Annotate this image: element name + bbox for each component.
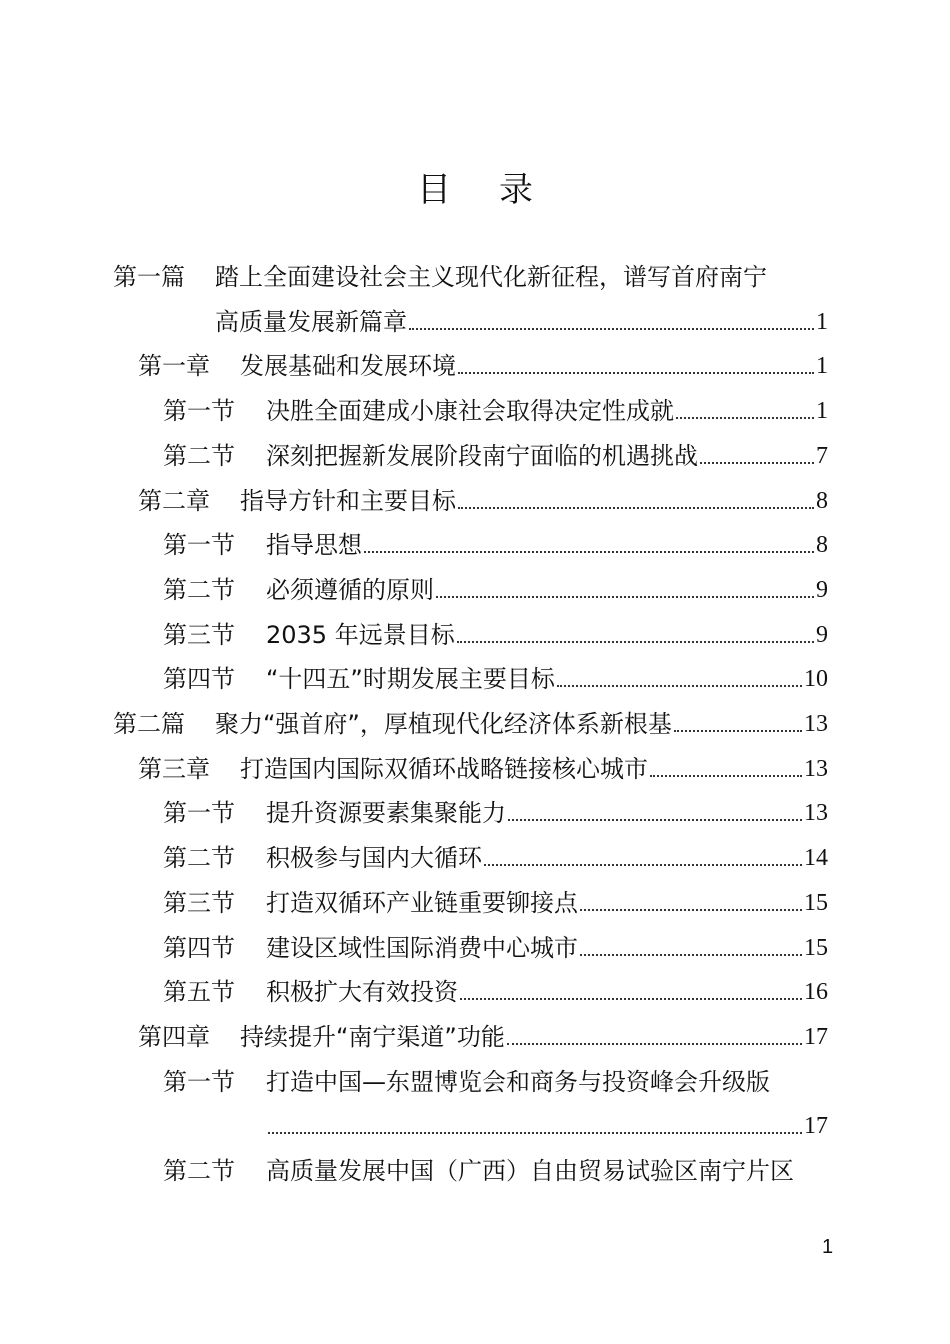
dot-leader — [409, 328, 814, 330]
dot-leader — [508, 819, 802, 821]
toc-entry[interactable] — [163, 618, 828, 652]
entry-page: 1 — [816, 308, 828, 335]
toc-title: 目 录 — [417, 170, 533, 210]
entry-title: 发展基础和发展环境 — [240, 352, 456, 381]
dot-leader — [460, 998, 802, 1000]
dot-leader — [674, 730, 802, 732]
dot-leader — [700, 462, 814, 464]
entry-label: 第一节 — [163, 531, 235, 560]
entry-title: 指导思想 — [266, 531, 362, 560]
entry-label: 第二章 — [138, 486, 210, 515]
dot-leader — [484, 864, 802, 866]
dot-leader — [507, 1043, 802, 1045]
entry-label: 第二节 — [163, 844, 235, 873]
entry-title: 打造双循环产业链重要铆接点 — [266, 888, 578, 917]
entry-label: 第二节 — [163, 1157, 235, 1185]
entry-label: 第三节 — [163, 620, 235, 649]
entry-label: 第四节 — [163, 665, 235, 694]
entry-page: 9 — [816, 576, 828, 603]
entry-label: 第四节 — [163, 933, 235, 962]
dot-leader — [676, 417, 814, 419]
entry-page: 17 — [804, 1023, 828, 1050]
entry-label: 第一节 — [163, 799, 235, 828]
entry-label: 第三节 — [163, 888, 235, 917]
entry-label: 第二节 — [163, 441, 235, 470]
toc-entry[interactable] — [163, 662, 828, 696]
entry-title: 决胜全面建成小康社会取得决定性成就 — [266, 397, 674, 426]
entry-label: 第一篇 — [113, 263, 185, 291]
entry-title: 必须遵循的原则 — [266, 575, 434, 604]
dot-leader — [436, 596, 814, 598]
entry-page: 14 — [804, 845, 828, 872]
entry-label: 第一节 — [163, 397, 235, 426]
entry-page: 8 — [816, 487, 828, 514]
entry-title: 2035 年远景目标 — [266, 620, 455, 649]
dot-leader — [580, 909, 802, 911]
toc-entry[interactable] — [163, 573, 828, 607]
entry-label: 第四章 — [138, 1022, 210, 1051]
entry-title: “十四五”时期发展主要目标 — [266, 665, 555, 694]
entry-page: 8 — [816, 532, 828, 559]
toc-entry[interactable] — [163, 394, 828, 428]
toc-entry[interactable] — [163, 931, 828, 965]
toc-entry[interactable] — [163, 1154, 828, 1188]
entry-page: 13 — [804, 755, 828, 782]
entry-label: 第二节 — [163, 575, 235, 604]
toc-entry[interactable] — [163, 528, 828, 562]
entry-title: 聚力“强首府”，厚植现代化经济体系新根基 — [215, 710, 672, 738]
entry-page: 10 — [804, 666, 828, 693]
entry-label: 第三章 — [138, 754, 210, 783]
entry-page: 16 — [804, 979, 828, 1006]
toc-entry[interactable] — [163, 796, 828, 830]
dot-leader — [268, 1132, 802, 1134]
entry-title: 打造国内国际双循环战略链接核心城市 — [240, 754, 648, 783]
page-number: 1 — [822, 1236, 834, 1258]
dot-leader — [650, 775, 802, 777]
toc-entry[interactable] — [163, 1065, 828, 1099]
entry-title: 指导方针和主要目标 — [240, 486, 456, 515]
toc-entry[interactable] — [163, 886, 828, 920]
entry-label: 第一章 — [138, 352, 210, 381]
toc-entry-continuation[interactable] — [266, 1109, 828, 1143]
entry-page: 9 — [816, 621, 828, 648]
toc-entry[interactable] — [113, 707, 828, 741]
entry-title: 积极参与国内大循环 — [266, 844, 482, 873]
entry-page: 1 — [816, 353, 828, 380]
toc-entry[interactable] — [163, 975, 828, 1009]
entry-page: 15 — [804, 934, 828, 961]
toc-entry[interactable] — [163, 439, 828, 473]
entry-page: 13 — [804, 800, 828, 827]
dot-leader — [458, 507, 814, 509]
entry-title: 高质量发展中国（广西）自由贸易试验区南宁片区 — [266, 1157, 794, 1185]
entry-label: 第一节 — [163, 1067, 235, 1096]
entry-title: 打造中国—东盟博览会和商务与投资峰会升级版 — [266, 1067, 770, 1096]
toc-entry[interactable] — [113, 260, 828, 294]
entry-label: 第二篇 — [113, 710, 185, 738]
entry-title: 积极扩大有效投资 — [266, 978, 458, 1007]
dot-leader — [580, 954, 802, 956]
entry-page: 1 — [816, 398, 828, 425]
entry-label: 第五节 — [163, 978, 235, 1007]
entry-page: 13 — [804, 711, 828, 737]
dot-leader — [458, 372, 814, 374]
dot-leader — [364, 551, 814, 553]
entry-title-continued: 高质量发展新篇章 — [215, 307, 407, 336]
entry-title: 提升资源要素集聚能力 — [266, 799, 506, 828]
entry-title: 深刻把握新发展阶段南宁面临的机遇挑战 — [266, 441, 698, 470]
entry-page: 7 — [816, 442, 828, 469]
toc-entry-continuation[interactable] — [215, 305, 828, 339]
toc-entry[interactable] — [163, 841, 828, 875]
toc-entry[interactable] — [138, 484, 828, 518]
toc-entry[interactable] — [138, 1020, 828, 1054]
toc-entry[interactable] — [138, 349, 828, 383]
entry-page: 15 — [804, 889, 828, 916]
entry-page: 17 — [804, 1113, 828, 1140]
entry-title: 建设区域性国际消费中心城市 — [266, 933, 578, 962]
entry-title: 持续提升“南宁渠道”功能 — [240, 1022, 505, 1051]
entry-title: 踏上全面建设社会主义现代化新征程，谱写首府南宁 — [215, 263, 767, 291]
dot-leader — [557, 685, 802, 687]
dot-leader — [457, 641, 814, 643]
toc-entry[interactable] — [138, 752, 828, 786]
